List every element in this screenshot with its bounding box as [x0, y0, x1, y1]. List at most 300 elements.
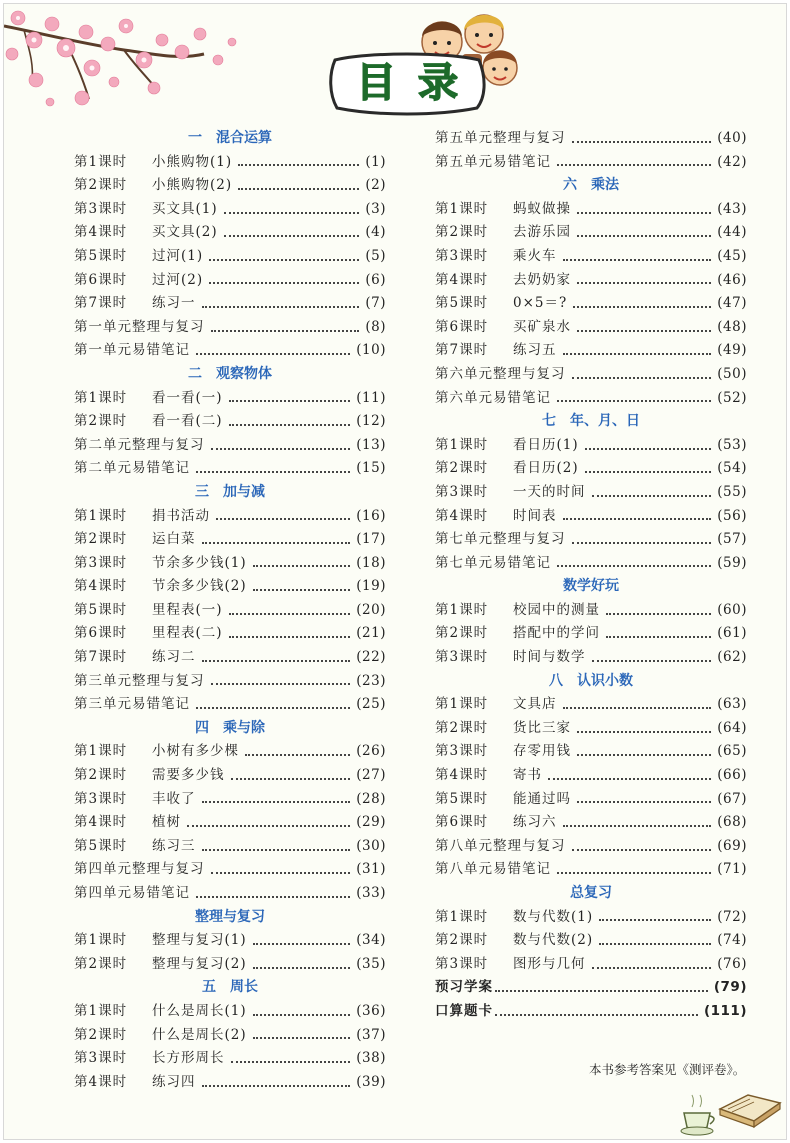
dot-leader	[196, 896, 350, 898]
entry-title: 第三单元易错笔记	[74, 696, 190, 713]
toc-section-heading: 二 观察物体	[188, 365, 272, 382]
page-number: (67)	[717, 790, 747, 807]
entry-title: 第二单元整理与复习	[74, 436, 205, 453]
dot-leader	[495, 990, 708, 992]
page-number: (65)	[717, 743, 747, 760]
entry-title: 整理与复习(1)	[152, 932, 247, 949]
lesson-number: 第4课时	[435, 767, 489, 784]
lesson-number: 第2课时	[435, 460, 489, 477]
toc-entry[interactable]	[74, 198, 386, 222]
page-number: (42)	[717, 153, 747, 170]
dot-leader	[572, 849, 712, 851]
toc-entry[interactable]	[435, 906, 747, 930]
page-number: (34)	[356, 932, 386, 949]
entry-title: 丰收了	[152, 790, 196, 807]
dot-leader	[216, 518, 350, 520]
toc-entry[interactable]	[435, 198, 747, 222]
dot-leader	[209, 282, 359, 284]
toc-entry[interactable]	[435, 1000, 747, 1024]
toc-entry[interactable]	[435, 622, 747, 646]
dot-leader	[572, 377, 712, 379]
toc-entry[interactable]	[435, 740, 747, 764]
page-number: (11)	[356, 389, 386, 406]
dot-leader	[557, 400, 711, 402]
toc-entry[interactable]	[74, 528, 386, 552]
page-number: (57)	[717, 531, 747, 548]
entry-title: 看一看(二)	[152, 413, 223, 430]
entry-title: 过河(2)	[152, 271, 204, 288]
entry-title: 第四单元易错笔记	[74, 885, 190, 901]
lesson-number: 第5课时	[74, 247, 128, 264]
dot-leader	[563, 825, 712, 827]
toc-entry[interactable]	[74, 788, 386, 812]
page-number: (3)	[365, 200, 386, 217]
page-number: (62)	[717, 649, 747, 666]
lesson-number: 第2课时	[435, 932, 489, 949]
dot-leader	[202, 306, 360, 308]
page-number: (25)	[356, 696, 386, 713]
lesson-number: 第5课时	[435, 790, 489, 807]
entry-title: 练习五	[513, 342, 557, 359]
lesson-number: 第6课时	[435, 814, 489, 831]
entry-title: 搭配中的学问	[513, 625, 600, 642]
toc-section-heading: 六 乘法	[563, 177, 619, 194]
toc-entry[interactable]	[435, 292, 747, 316]
lesson-number: 第2课时	[74, 177, 128, 194]
entry-title: 第三单元整理与复习	[74, 672, 205, 689]
dot-leader	[577, 212, 711, 214]
entry-title: 第六单元易错笔记	[435, 389, 551, 406]
lesson-number: 第4课时	[74, 224, 128, 241]
lesson-number: 第1课时	[74, 153, 128, 170]
dot-leader	[187, 825, 350, 827]
toc-right-column	[435, 127, 747, 1024]
lesson-number: 第2课时	[435, 719, 489, 736]
lesson-number: 第4课时	[435, 507, 489, 524]
entry-title: 练习六	[513, 814, 557, 831]
toc-entry[interactable]	[74, 245, 386, 269]
toc-section-heading: 四 乘与除	[195, 719, 265, 736]
toc-entry[interactable]	[74, 646, 386, 670]
toc-entry[interactable]	[74, 953, 386, 977]
entry-title: 一天的时间	[513, 483, 586, 500]
toc-entry[interactable]	[74, 387, 386, 411]
toc-entry[interactable]	[74, 339, 386, 363]
dot-leader	[577, 282, 711, 284]
page-number: (28)	[356, 790, 386, 807]
page-number: (59)	[717, 554, 747, 571]
toc-entry[interactable]	[74, 811, 386, 835]
page-number: (16)	[356, 507, 386, 524]
entry-title: 节余多少钱(1)	[152, 554, 247, 571]
lesson-number: 第4课时	[74, 814, 128, 831]
lesson-number: 第3课时	[74, 790, 128, 807]
dot-leader	[572, 542, 712, 544]
entry-title: 小熊购物(2)	[152, 177, 233, 194]
dot-leader	[563, 353, 712, 355]
toc-entry[interactable]	[435, 505, 747, 529]
page-number: (10)	[356, 342, 386, 359]
page-number: (50)	[717, 365, 747, 382]
page-number: (21)	[356, 625, 386, 642]
dot-leader	[245, 754, 350, 756]
page-number: (29)	[356, 814, 386, 831]
page-number: (76)	[717, 955, 747, 972]
page-number: (4)	[365, 224, 386, 241]
toc-entry[interactable]	[435, 953, 747, 977]
dot-leader	[211, 683, 351, 685]
page-number: (64)	[717, 719, 747, 736]
toc-entry[interactable]	[435, 269, 747, 293]
lesson-number: 第6课时	[74, 271, 128, 288]
toc-entry[interactable]	[74, 1047, 386, 1071]
toc-entry[interactable]	[74, 1071, 386, 1095]
toc-entry[interactable]	[435, 835, 747, 859]
page-number: (17)	[356, 531, 386, 548]
toc-entry[interactable]	[435, 434, 747, 458]
entry-title: 植树	[152, 814, 181, 831]
dot-leader	[592, 660, 712, 662]
dot-leader	[585, 471, 712, 473]
toc-entry[interactable]	[74, 764, 386, 788]
toc-section-heading: 数学好玩	[563, 578, 619, 595]
toc-entry[interactable]	[74, 269, 386, 293]
page-number: (46)	[717, 271, 747, 288]
entry-title: 能通过吗	[513, 790, 571, 807]
page-number: (39)	[356, 1073, 386, 1090]
toc-entry[interactable]	[435, 245, 747, 269]
lesson-number: 第3课时	[74, 554, 128, 571]
dot-leader	[606, 636, 711, 638]
dot-leader	[202, 849, 351, 851]
lesson-number: 第2课时	[74, 413, 128, 430]
lesson-number: 第7课时	[435, 342, 489, 359]
toc-entry[interactable]	[435, 127, 747, 151]
toc-section-heading: 七 年、月、日	[542, 413, 640, 430]
lesson-number: 第1课时	[74, 1002, 128, 1019]
toc-entry[interactable]	[435, 599, 747, 623]
page-title: 目录	[356, 60, 480, 106]
entry-title: 练习一	[152, 295, 196, 312]
dot-leader	[238, 164, 359, 166]
page-number: (7)	[365, 295, 386, 312]
page-number: (49)	[717, 342, 747, 359]
dot-leader	[253, 1037, 351, 1039]
toc-entry[interactable]	[74, 1024, 386, 1048]
entry-title: 第四单元整理与复习	[74, 861, 205, 878]
toc-section-heading: 八 认识小数	[549, 672, 633, 689]
entry-title: 去游乐园	[513, 224, 571, 241]
lesson-number: 第5课时	[74, 601, 128, 618]
entry-title: 买文具(2)	[152, 224, 218, 241]
dot-leader	[209, 259, 359, 261]
entry-title: 什么是周长(1)	[152, 1002, 247, 1019]
lesson-number: 第1课时	[74, 932, 128, 949]
entry-title: 第八单元易错笔记	[435, 861, 551, 878]
dot-leader	[229, 400, 351, 402]
toc-entry[interactable]	[74, 929, 386, 953]
toc-entry[interactable]	[74, 670, 386, 694]
toc-entry[interactable]	[435, 929, 747, 953]
page-number: (22)	[356, 649, 386, 666]
toc-entry[interactable]	[435, 316, 747, 340]
entry-title: 买矿泉水	[513, 318, 571, 335]
dot-leader	[577, 801, 711, 803]
dot-leader	[557, 164, 711, 166]
page-number: (1)	[365, 153, 386, 170]
dot-leader	[224, 235, 360, 237]
dot-leader	[229, 424, 351, 426]
dot-leader	[592, 495, 712, 497]
toc-entry[interactable]	[435, 693, 747, 717]
page-number: (68)	[717, 814, 747, 831]
toc-entry[interactable]	[435, 976, 747, 1000]
toc-entry[interactable]	[74, 457, 386, 481]
entry-title: 图形与几何	[513, 955, 586, 972]
entry-title: 时间与数学	[513, 649, 586, 666]
dot-leader	[253, 1014, 351, 1016]
entry-title: 需要多少钱	[152, 767, 225, 784]
page-number: (48)	[717, 318, 747, 335]
page-number: (13)	[356, 436, 386, 453]
page-number: (60)	[717, 601, 747, 618]
lesson-number: 第5课时	[435, 295, 489, 312]
lesson-number: 第1课时	[74, 389, 128, 406]
lesson-number: 第2课时	[74, 1026, 128, 1043]
page-number: (15)	[356, 460, 386, 477]
toc-entry[interactable]	[74, 316, 386, 340]
lesson-number: 第1课时	[74, 507, 128, 524]
dot-leader	[577, 330, 711, 332]
dot-leader	[563, 518, 712, 520]
toc-entry[interactable]	[435, 858, 747, 882]
toc-entry[interactable]	[435, 387, 747, 411]
dot-leader	[231, 778, 351, 780]
toc-entry[interactable]	[435, 528, 747, 552]
page-number: (12)	[356, 413, 386, 430]
toc-entry[interactable]	[74, 434, 386, 458]
page-number: (53)	[717, 436, 747, 453]
dot-leader	[196, 707, 350, 709]
toc-entry[interactable]	[435, 363, 747, 387]
toc-entry[interactable]	[74, 740, 386, 764]
dot-leader	[202, 801, 351, 803]
toc-entry[interactable]	[435, 339, 747, 363]
page-number: (72)	[717, 908, 747, 925]
lesson-number: 第2课时	[435, 625, 489, 642]
lesson-number: 第1课时	[74, 743, 128, 760]
toc-entry[interactable]	[435, 811, 747, 835]
dot-leader	[599, 943, 711, 945]
lesson-number: 第3课时	[74, 200, 128, 217]
lesson-number: 第4课时	[74, 1073, 128, 1090]
toc-entry[interactable]	[435, 221, 747, 245]
dot-leader	[202, 660, 351, 662]
page-number: (47)	[717, 295, 747, 312]
toc-entry[interactable]	[74, 221, 386, 245]
dot-leader	[577, 731, 711, 733]
toc-entry[interactable]	[74, 599, 386, 623]
toc-entry[interactable]	[435, 764, 747, 788]
page-number: (8)	[365, 318, 386, 335]
dot-leader	[606, 613, 711, 615]
page-number: (27)	[356, 767, 386, 784]
entry-title: 第六单元整理与复习	[435, 365, 566, 382]
toc-entry[interactable]	[74, 693, 386, 717]
dot-leader	[599, 919, 711, 921]
entry-title: 第五单元整理与复习	[435, 130, 566, 146]
dot-leader	[253, 589, 351, 591]
lesson-number: 第1课时	[435, 601, 489, 618]
dot-leader	[224, 212, 360, 214]
entry-title: 口算题卡	[435, 1002, 493, 1019]
entry-title: 里程表(二)	[152, 625, 223, 642]
page-number: (44)	[717, 224, 747, 241]
toc-page	[3, 3, 787, 1140]
entry-title: 买文具(1)	[152, 200, 218, 217]
page-number: (26)	[356, 743, 386, 760]
toc-entry[interactable]	[74, 835, 386, 859]
page-number: (61)	[717, 625, 747, 642]
toc-section-heading: 总复习	[570, 885, 612, 901]
entry-title: 去奶奶家	[513, 271, 571, 288]
dot-leader	[253, 565, 351, 567]
dot-leader	[196, 471, 350, 473]
lesson-number: 第1课时	[435, 200, 489, 217]
toc-entry[interactable]	[435, 457, 747, 481]
toc-entry[interactable]	[435, 788, 747, 812]
toc-entry[interactable]	[74, 151, 386, 175]
toc-entry[interactable]	[435, 151, 747, 175]
toc-entry[interactable]	[435, 481, 747, 505]
toc-entry[interactable]	[435, 646, 747, 670]
toc-entry[interactable]	[435, 717, 747, 741]
toc-entry[interactable]	[74, 174, 386, 198]
dot-leader	[557, 565, 711, 567]
entry-title: 时间表	[513, 507, 557, 524]
lesson-number: 第2课时	[74, 955, 128, 972]
dot-leader	[253, 967, 351, 969]
entry-title: 校园中的测量	[513, 601, 600, 618]
dot-leader	[563, 259, 712, 261]
page-number: (40)	[717, 130, 747, 146]
page-number: (36)	[356, 1002, 386, 1019]
entry-title: 第一单元易错笔记	[74, 342, 190, 359]
page-number: (52)	[717, 389, 747, 406]
toc-entry[interactable]	[74, 882, 386, 906]
page-number: (19)	[356, 578, 386, 595]
page-number: (63)	[717, 696, 747, 713]
page-number: (38)	[356, 1050, 386, 1067]
page-number: (45)	[717, 247, 747, 264]
entry-title: 第八单元整理与复习	[435, 837, 566, 854]
lesson-number: 第7课时	[74, 649, 128, 666]
toc-entry[interactable]	[74, 858, 386, 882]
toc-entry[interactable]	[74, 575, 386, 599]
page-number: (71)	[717, 861, 747, 878]
entry-title: 第二单元易错笔记	[74, 460, 190, 477]
answer-key-note: 本书参考答案见《测评卷》。	[589, 1062, 746, 1077]
dot-leader	[577, 235, 711, 237]
toc-entry[interactable]	[74, 292, 386, 316]
lesson-number: 第3课时	[435, 247, 489, 264]
dot-leader	[196, 353, 350, 355]
lesson-number: 第3课时	[435, 743, 489, 760]
page-number: (2)	[365, 177, 386, 194]
entry-title: 看日历(2)	[513, 460, 579, 477]
toc-entry[interactable]	[74, 552, 386, 576]
entry-title: 什么是周长(2)	[152, 1026, 247, 1043]
page-number: (55)	[717, 483, 747, 500]
cherry-blossom-icon	[4, 4, 254, 119]
dot-leader	[229, 636, 351, 638]
lesson-number: 第3课时	[435, 483, 489, 500]
page-number: (111)	[703, 1002, 747, 1019]
dot-leader	[573, 306, 711, 308]
entry-title: 寄书	[513, 767, 542, 784]
page-number: (33)	[356, 885, 386, 901]
page-number: (5)	[365, 247, 386, 264]
page-number: (20)	[356, 601, 386, 618]
page-number: (56)	[717, 507, 747, 524]
entry-title: 第五单元易错笔记	[435, 153, 551, 170]
toc-entry[interactable]	[74, 1000, 386, 1024]
dot-leader	[253, 943, 351, 945]
lesson-number: 第3课时	[74, 1050, 128, 1067]
entry-title: 货比三家	[513, 719, 571, 736]
toc-title-box	[327, 50, 487, 116]
lesson-number: 第4课时	[74, 578, 128, 595]
toc-entry[interactable]	[74, 622, 386, 646]
entry-title: 里程表(一)	[152, 601, 223, 618]
lesson-number: 第7课时	[74, 295, 128, 312]
toc-entry[interactable]	[74, 410, 386, 434]
lesson-number: 第3课时	[435, 955, 489, 972]
entry-title: 练习四	[152, 1073, 196, 1090]
entry-title: 运白菜	[152, 531, 196, 548]
page-number: (79)	[713, 979, 747, 996]
entry-title: 预习学案	[435, 979, 493, 996]
entry-title: 数与代数(2)	[513, 932, 594, 949]
lesson-number: 第3课时	[435, 649, 489, 666]
dot-leader	[557, 872, 711, 874]
dot-leader	[548, 778, 711, 780]
dot-leader	[572, 141, 712, 143]
dot-leader	[202, 542, 351, 544]
dot-leader	[211, 330, 360, 332]
entry-title: 过河(1)	[152, 247, 204, 264]
dot-leader	[211, 872, 351, 874]
dot-leader	[577, 754, 711, 756]
page-number: (35)	[356, 955, 386, 972]
lesson-number: 第4课时	[435, 271, 489, 288]
page-number: (30)	[356, 837, 386, 854]
entry-title: 捐书活动	[152, 507, 210, 524]
entry-title: 0×5＝?	[513, 295, 568, 312]
dot-leader	[592, 967, 712, 969]
dot-leader	[238, 188, 359, 190]
page-number: (43)	[717, 200, 747, 217]
toc-entry[interactable]	[435, 552, 747, 576]
page-number: (31)	[356, 861, 386, 878]
toc-entry[interactable]	[74, 505, 386, 529]
lesson-number: 第5课时	[74, 837, 128, 854]
dot-leader	[231, 1061, 351, 1063]
lesson-number: 第6课时	[435, 318, 489, 335]
page-number: (6)	[365, 271, 386, 288]
entry-title: 长方形周长	[152, 1050, 225, 1067]
entry-title: 存零用钱	[513, 743, 571, 760]
